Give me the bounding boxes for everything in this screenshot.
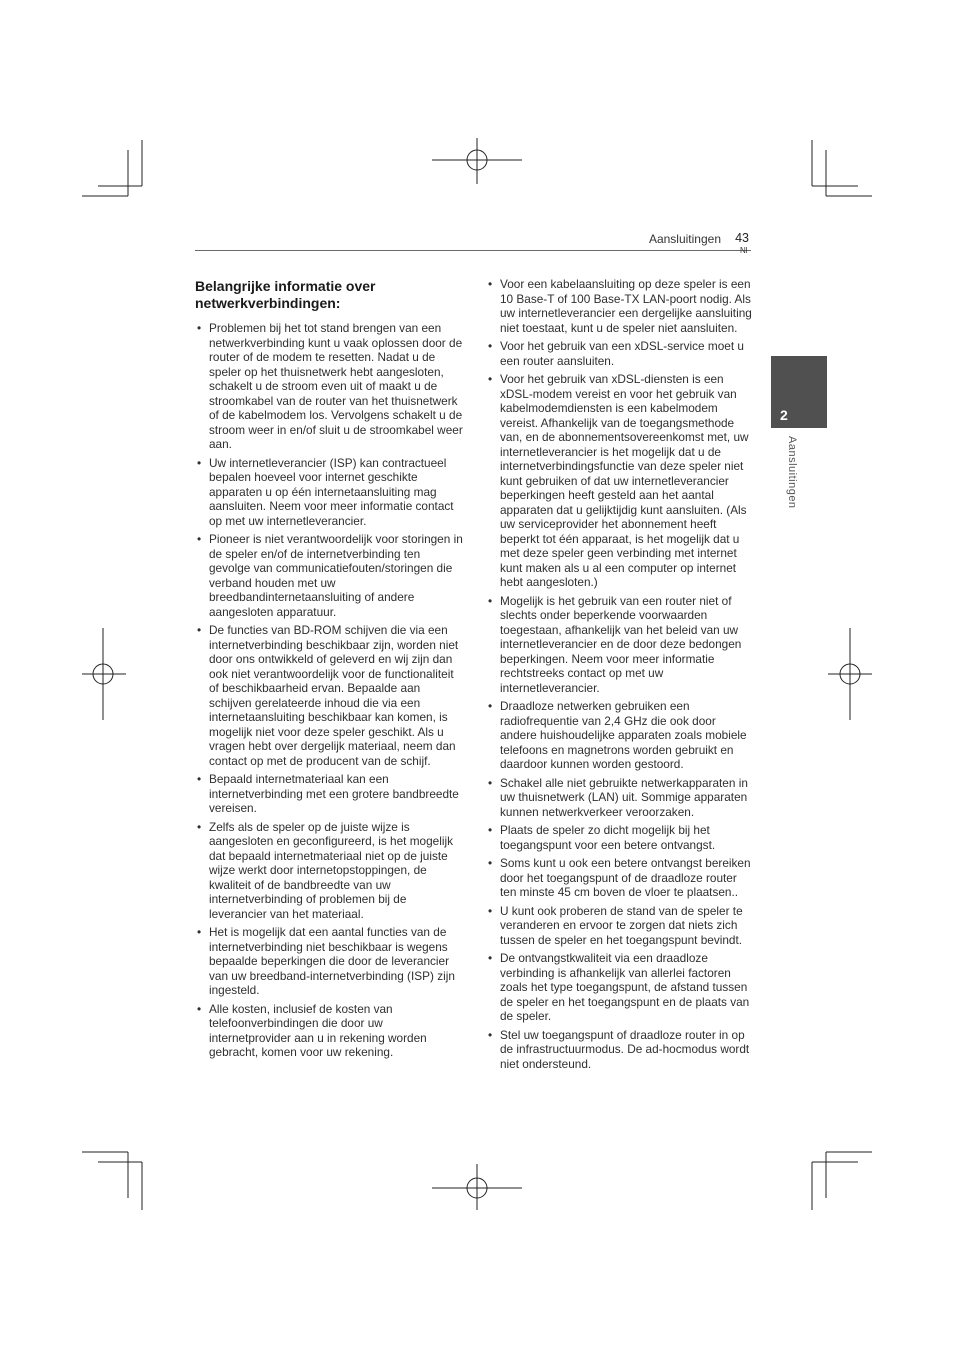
list-item: • Bepaald internetmateriaal kan een internetverbinding met een grotere bandbreedte vereisen.	[195, 772, 463, 816]
list-item: • Soms kunt u ook een betere ontvangst bereiken door het toegangspunt of de draadloze router ten minste 45 cm boven de vloer te plaatsen..	[486, 856, 754, 900]
list-item: • Voor het gebruik van xDSL-diensten is een xDSL-modem vereist en voor het gebruik van kabelmodemdiensten is een kabelmodem vereist. Afhankelijk van de toegangsmethode van, en de abonnementsovereenkomst met, uw internetleverancier is het mogelijk dat u de internetverbindingsfunctie van deze speler niet kunt gebruiken of dat uw internetleverancier beperkingen heeft gesteld aan het aantal apparaten dat u gelijktijdig kunt aansluiten. (Als uw serviceprovider het abonnement heeft beperkt tot één apparaat, is het mogelijk dat u met deze speler geen verbinding met internet kunt maken als u al een computer op internet hebt aangesloten.)	[486, 372, 754, 590]
list-item: • De ontvangstkwaliteit via een draadloze verbinding is afhankelijk van allerlei factoren zoals het type toegangspunt, de afstand tussen de speler en het toegangspunt en de plaats van de speler.	[486, 951, 754, 1024]
list-item: • De functies van BD-ROM schijven die via een internetverbinding beschikbaar zijn, worden niet door ons ontwikkeld of geleverd en wij zijn dan ook niet verantwoordelijk voor de functionaliteit of beschikbaarheid ervan. Bepaalde aan schijven gerelateerde inhoud die via een internetaansluiting beschikbaar kan komen, is mogelijk niet voor deze speler geschikt. Als u vragen hebt over dergelijk materiaal, neem dan contact op met de producent van de schijf.	[195, 623, 463, 768]
list-item: • Mogelijk is het gebruik van een router niet of slechts onder beperkende voorwaarden toegestaan, afhankelijk van het beleid van uw internetleverancier en de door deze bedongen beperkingen. Neem voor meer informatie rechtstreeks contact op met uw internetleverancier.	[486, 594, 754, 696]
left-bullet-list	[195, 321, 463, 1060]
section-heading: Belangrijke informatie over netwerkverbindingen:	[195, 278, 376, 311]
chapter-side-label: Aansluitingen	[786, 436, 798, 509]
left-column	[195, 278, 463, 1064]
list-item: • Voor het gebruik van een xDSL-service moet u een router aansluiten.	[486, 339, 754, 368]
list-item: • Uw internetleverancier (ISP) kan contractueel bepalen hoeveel voor internet geschikte apparaten u op één internetaansluiting mag aansluiten. Neem voor meer informatie contact op met uw internetleverancier.	[195, 456, 463, 529]
chapter-number: 2	[780, 407, 788, 423]
list-item: • Problemen bij het tot stand brengen van een netwerkverbinding kunt u vaak oplossen door de router of de modem te resetten. Nadat u de speler op het thuisnetwerk hebt aangesloten, schakelt u de stroom even uit of maakt u de stroomkabel van de router van het thuisnetwerk of de kabelmodem los. Vervolgens schakelt u de stroom weer in en/of sluit u de stroomkabel weer aan.	[195, 321, 463, 452]
right-bullet-list	[486, 277, 754, 1071]
list-item: • Alle kosten, inclusief de kosten van telefoonverbindingen die door uw internetprovider aan u in rekening worden gebracht, komen voor uw rekening.	[195, 1002, 463, 1060]
list-item: • Voor een kabelaansluiting op deze speler is een 10 Base-T of 100 Base-TX LAN-poort nodig. Als uw internetleverancier een dergelijke aansluiting niet toestaat, kunt u de speler niet aansluiten.	[486, 277, 754, 335]
language-code: Nl	[740, 246, 748, 255]
list-item: • Draadloze netwerken gebruiken een radiofrequentie van 2,4 GHz die ook door andere huishoudelijke apparaten zoals mobiele telefoons en magnetrons worden gebruikt en daardoor kunnen worden gestoord.	[486, 699, 754, 772]
list-item: • Het is mogelijk dat een aantal functies van de internetverbinding niet beschikbaar is wegens bepaalde beperkingen die door de leverancier van uw breedband-internetverbinding (ISP) zijn ingesteld.	[195, 925, 463, 998]
chapter-tab	[771, 356, 827, 428]
section-title: Aansluitingen	[648, 232, 721, 246]
right-column	[486, 277, 754, 1075]
list-item: • Stel uw toegangspunt of draadloze router in op de infrastructuurmodus. De ad-hocmodus wordt niet ondersteund.	[486, 1028, 754, 1072]
list-item: • Pioneer is niet verantwoordelijk voor storingen in de speler en/of de internetverbinding ten gevolge van communicatiefouten/storingen die verband houden met uw breedbandinternetaansluiting of andere aangesloten apparatuur.	[195, 532, 463, 619]
list-item: • U kunt ook proberen de stand van de speler te veranderen en ervoor te zorgen dat niets zich tussen de speler en het toegangspunt bevindt.	[486, 904, 754, 948]
list-item: • Plaats de speler zo dicht mogelijk bij het toegangspunt voor een betere ontvangst.	[486, 823, 754, 852]
list-item: • Schakel alle niet gebruikte netwerkapparaten in uw thuisnetwerk (LAN) uit. Sommige apparaten kunnen netwerkverkeer veroorzaken.	[486, 776, 754, 820]
page-number: 43	[735, 231, 749, 245]
running-header	[195, 232, 751, 251]
list-item: • Zelfs als de speler op de juiste wijze is aangesloten en geconfigureerd, is het mogelijk dat bepaald internetmateriaal niet op de juiste wijze werkt door internetopstoppingen, de kwaliteit of de bandbreedte van uw internetverbinding of problemen bij de leverancier van het materiaal.	[195, 820, 463, 922]
